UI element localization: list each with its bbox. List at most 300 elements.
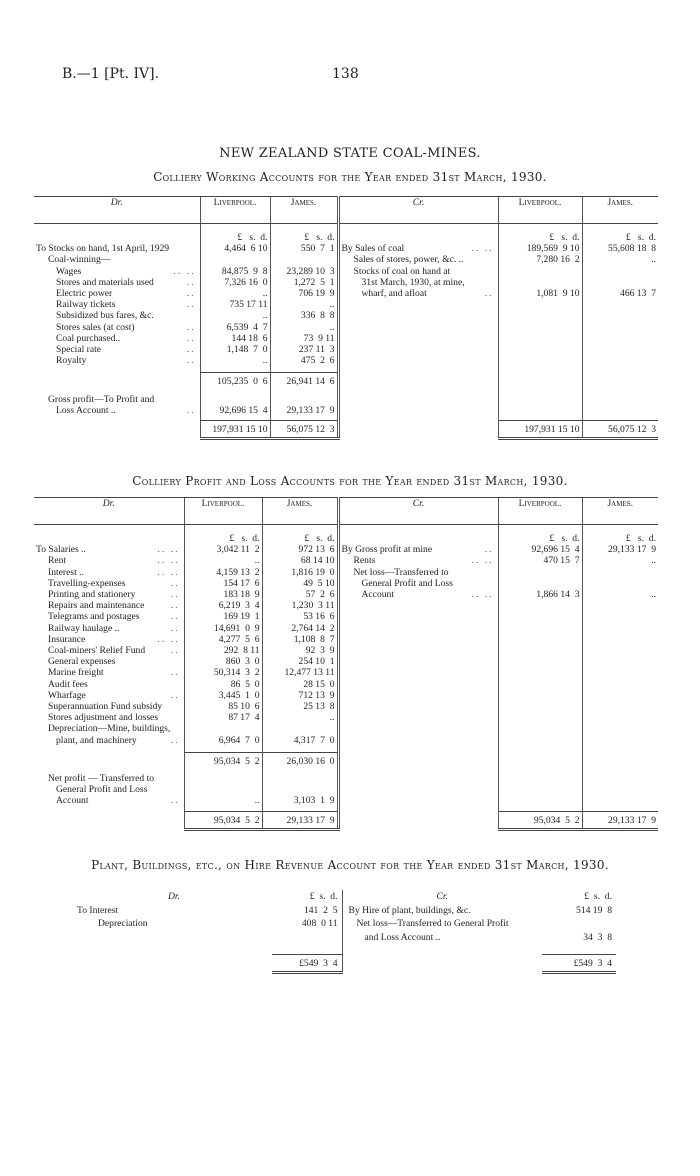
james-value: 706 19 9 <box>270 288 338 299</box>
blank-cell <box>338 784 498 795</box>
james-value: 29,133 17 9 <box>582 544 658 555</box>
james-value: 53 16 6 <box>262 611 338 622</box>
table-row <box>34 634 658 645</box>
cr-description <box>338 578 498 589</box>
dr-description <box>34 299 200 310</box>
profit-description <box>34 784 184 795</box>
james-subtotal: 26,030 16 0 <box>262 752 338 767</box>
description-text: Marine freight <box>48 667 104 679</box>
james-value: 1,108 8 7 <box>262 634 338 645</box>
blank-cell <box>338 795 498 806</box>
table-row <box>34 288 658 299</box>
blank-cell <box>498 701 582 712</box>
james-value: 475 2 6 <box>270 355 338 366</box>
dr-description <box>34 656 184 667</box>
description-text: Coal purchased.. <box>56 332 121 344</box>
liverpool-value: 4,159 13 2 <box>184 567 262 578</box>
description-text: To Stocks on hand, 1st April, 1929 <box>36 243 170 255</box>
cr-description <box>338 243 498 254</box>
blank-cell <box>498 344 582 355</box>
liverpool-value <box>200 254 270 265</box>
james-value: 336 8 8 <box>270 310 338 321</box>
blank-cell <box>582 634 658 645</box>
blank-cell <box>582 795 658 806</box>
dr-description <box>34 679 184 690</box>
table-row <box>34 277 658 288</box>
blank-cell <box>262 773 338 784</box>
james-value: .. <box>582 589 658 600</box>
james-value: .. <box>270 322 338 333</box>
leader-dots: .. <box>186 344 196 356</box>
description-text: Coal-winning— <box>48 254 111 266</box>
liverpool-value: 6,964 7 0 <box>184 735 262 746</box>
amount: 514 19 8 <box>576 904 612 916</box>
table-row <box>76 904 616 918</box>
liverpool-value: 6,219 3 4 <box>184 600 262 611</box>
liverpool-value: 4,277 5 6 <box>184 634 262 645</box>
dr-description <box>34 322 200 333</box>
leader-dots: .. <box>170 611 180 623</box>
description-text: Wages <box>56 265 82 277</box>
blank-cell <box>272 944 342 954</box>
leader-dots: .. <box>186 332 196 344</box>
liverpool-value <box>498 567 582 578</box>
blank-cell <box>338 623 498 634</box>
description-text: Account <box>56 795 89 807</box>
liverpool-value: 84,875 9 8 <box>200 266 270 277</box>
james-value: 550 7 1 <box>270 243 338 254</box>
blank-cell <box>582 405 658 416</box>
blank-cell <box>34 533 184 544</box>
table-row <box>34 735 658 746</box>
leader-dots: .. <box>186 288 196 300</box>
blank-cell <box>582 679 658 690</box>
blank-cell <box>34 232 200 243</box>
description-text: Rents <box>353 555 376 567</box>
currency-heading: £ s. d. <box>270 232 338 243</box>
blank-cell <box>582 394 658 405</box>
dr-description <box>34 723 184 734</box>
liverpool-value: 169 19 1 <box>184 611 262 622</box>
leader-dots: .. <box>186 276 196 288</box>
leader-dots: .. <box>186 299 196 311</box>
cr-description <box>338 254 498 265</box>
description-text: Rent <box>48 555 67 567</box>
blank-cell <box>338 634 498 645</box>
james-value: 466 13 7 <box>582 288 658 299</box>
currency-row <box>34 533 658 544</box>
leader-dots: .. <box>186 404 196 416</box>
blank-cell <box>338 701 498 712</box>
col-liverpool: Liverpool. <box>498 197 582 224</box>
blank-cell <box>582 600 658 611</box>
blank-cell <box>582 667 658 678</box>
leader-dots: .. <box>170 645 180 657</box>
blank-cell <box>338 344 498 355</box>
dr-description <box>34 333 200 344</box>
liverpool-value <box>498 578 582 589</box>
blank-cell <box>184 784 262 795</box>
blank-cell <box>582 690 658 701</box>
dr-description <box>34 623 184 634</box>
description-text: General Profit and Loss <box>56 784 148 796</box>
leader-dots: .. <box>170 689 180 701</box>
james-value: 1,816 19 0 <box>262 567 338 578</box>
blank-cell <box>498 645 582 656</box>
cr-label: Cr. <box>338 197 498 224</box>
james-value: 92 3 9 <box>262 645 338 656</box>
leader-dots: .. <box>484 288 494 300</box>
dr-description <box>34 254 200 265</box>
james-value <box>262 723 338 734</box>
description-text: Railway haulage .. <box>48 622 120 634</box>
blank-cell <box>582 701 658 712</box>
blank-cell <box>338 811 498 829</box>
description-text: Stores and materials used <box>56 276 154 288</box>
liverpool-value: 183 18 9 <box>184 589 262 600</box>
currency-heading: £ s. d. <box>262 533 338 544</box>
blank-cell <box>338 773 498 784</box>
table-row <box>34 567 658 578</box>
table-row <box>34 690 658 701</box>
blank-cell <box>582 784 658 795</box>
table-row <box>34 589 658 600</box>
dr-description <box>34 310 200 321</box>
james-value <box>582 578 658 589</box>
description-text: Printing and stationery <box>48 589 136 601</box>
blank-cell <box>498 690 582 701</box>
table-row <box>34 555 658 566</box>
leader-dots: .. .. <box>157 633 180 645</box>
blank-cell <box>582 712 658 723</box>
description-text: General expenses <box>48 656 116 668</box>
dr-description <box>34 690 184 701</box>
blank-cell <box>338 656 498 667</box>
table-row <box>34 701 658 712</box>
blank-cell <box>498 322 582 333</box>
col-liverpool: Liverpool. <box>498 498 582 525</box>
blank-cell <box>498 333 582 344</box>
blank-cell <box>34 421 200 439</box>
description-text: Coal-miners' Relief Fund <box>48 645 146 657</box>
james-value: .. <box>582 555 658 566</box>
cr-description <box>338 567 498 578</box>
profit-description <box>34 405 200 416</box>
leader-dots: .. .. <box>471 243 494 255</box>
blank-cell <box>272 931 342 945</box>
description-text: Electric power <box>56 288 113 300</box>
liverpool-total: 197,931 15 10 <box>498 421 582 439</box>
description-text: Railway tickets <box>56 299 116 311</box>
blank-cell <box>338 421 498 439</box>
james-value: .. <box>262 712 338 723</box>
page-number: 138 <box>332 66 359 82</box>
hire-account-table <box>76 890 616 974</box>
blank-cell <box>498 373 582 388</box>
table-row <box>34 333 658 344</box>
blank-cell <box>542 944 616 954</box>
liverpool-value: 7,280 16 2 <box>498 254 582 265</box>
leader-dots: .. .. <box>471 555 494 567</box>
liverpool-value: .. <box>200 288 270 299</box>
description-text: By Sales of coal <box>341 243 405 255</box>
table-row <box>34 266 658 277</box>
table-row <box>34 322 658 333</box>
col-james: James. <box>582 197 658 224</box>
working-accounts-table <box>34 196 658 440</box>
description-text: Stocks of coal on hand at <box>353 265 451 277</box>
table-row <box>34 394 658 405</box>
james-total: 56,075 12 3 <box>582 421 658 439</box>
currency-heading: £ s. d. <box>200 232 270 243</box>
table-row <box>34 355 658 366</box>
liverpool-value: 7,326 16 0 <box>200 277 270 288</box>
subtotal-row <box>34 752 658 767</box>
blank-cell <box>582 656 658 667</box>
dr-description <box>34 600 184 611</box>
liverpool-total: 95,034 5 2 <box>184 811 262 829</box>
liverpool-value: 470 15 7 <box>498 555 582 566</box>
amount: 34 3 8 <box>583 931 612 943</box>
james-value: 237 11 3 <box>270 344 338 355</box>
blank-cell <box>498 405 582 416</box>
blank-cell <box>498 773 582 784</box>
amount <box>542 917 616 931</box>
blank-cell <box>338 735 498 746</box>
table-row <box>76 917 616 931</box>
dr-description <box>34 544 184 555</box>
blank-cell <box>338 355 498 366</box>
table-row <box>34 712 658 723</box>
description-text: Stores adjustment and losses <box>48 712 159 724</box>
blank-cell <box>582 299 658 310</box>
blank-cell <box>498 611 582 622</box>
liverpool-value: 189,569 9 10 <box>498 243 582 254</box>
blank-cell <box>582 623 658 634</box>
main-title: NEW ZEALAND STATE COAL-MINES. <box>219 146 481 161</box>
col-liverpool: Liverpool. <box>184 498 262 525</box>
table-row <box>34 723 658 734</box>
blank-cell <box>498 394 582 405</box>
blank-cell <box>582 735 658 746</box>
cr-description: and Loss Account .. <box>342 931 542 945</box>
table-row <box>34 600 658 611</box>
blank-cell <box>582 344 658 355</box>
dr-description <box>34 735 184 746</box>
table-row <box>34 656 658 667</box>
currency-heading: £ s. d. <box>498 533 582 544</box>
blank-cell <box>582 373 658 388</box>
blank-cell <box>498 634 582 645</box>
leader-dots: .. <box>170 734 180 746</box>
blank-cell <box>498 752 582 767</box>
profit-loss-table <box>34 497 658 831</box>
liverpool-value: 14,691 0 9 <box>184 623 262 634</box>
james-value: 55,608 18 8 <box>582 243 658 254</box>
liverpool-value: .. <box>184 795 262 806</box>
table-row <box>34 679 658 690</box>
cr-total: £549 3 4 <box>542 954 616 973</box>
amount: 408 0 11 <box>301 918 338 929</box>
dr-total: £549 3 4 <box>272 954 342 973</box>
blank-cell <box>582 611 658 622</box>
blank-cell <box>270 394 338 405</box>
blank-cell <box>76 944 272 954</box>
leader-dots: .. .. <box>471 589 494 601</box>
dr-description <box>34 344 200 355</box>
table-row <box>34 310 658 321</box>
description-text: General Profit and Loss <box>361 577 453 589</box>
james-value: .. <box>270 299 338 310</box>
table-row <box>34 795 658 806</box>
blank-cell <box>498 679 582 690</box>
blank-cell <box>498 299 582 310</box>
james-value: 254 10 1 <box>262 656 338 667</box>
blank-cell <box>498 623 582 634</box>
col-james: James. <box>270 197 338 224</box>
liverpool-value <box>184 723 262 734</box>
blank-cell <box>498 310 582 321</box>
currency-row <box>34 232 658 243</box>
liverpool-value: 92,696 15 4 <box>498 544 582 555</box>
blank-cell <box>338 533 498 544</box>
amount: 141 2 5 <box>303 904 338 916</box>
blank-cell <box>338 679 498 690</box>
james-value: 712 13 9 <box>262 690 338 701</box>
blank-cell <box>76 954 272 973</box>
working-accounts-title: Colliery Working Accounts for the Year ended 31st March, 1930. <box>153 170 547 184</box>
liverpool-value: .. <box>184 555 262 566</box>
liverpool-value: 1,866 14 3 <box>498 589 582 600</box>
blank-cell <box>338 405 498 416</box>
cr-label: Cr. <box>338 498 498 525</box>
table-row <box>34 773 658 784</box>
hire-account <box>76 890 616 974</box>
blank-cell <box>338 712 498 723</box>
table-row <box>34 243 658 254</box>
table-row <box>34 645 658 656</box>
blank-cell <box>498 784 582 795</box>
blank-cell <box>200 394 270 405</box>
description-text: Superannuation Fund subsidy <box>48 701 163 713</box>
profit-description <box>34 394 200 405</box>
blank-cell <box>498 600 582 611</box>
leader-dots: .. .. <box>157 566 180 578</box>
james-value: .. <box>582 254 658 265</box>
cr-description <box>338 288 498 299</box>
cr-description <box>338 266 498 277</box>
col-liverpool: Liverpool. <box>200 197 270 224</box>
dr-description <box>34 567 184 578</box>
description-text: Audit fees <box>48 678 88 690</box>
liverpool-value: 3,042 11 2 <box>184 544 262 555</box>
james-value: 23,289 10 3 <box>270 266 338 277</box>
blank-cell <box>498 795 582 806</box>
profit-loss-title: Colliery Profit and Loss Accounts for the Year ended 31st March, 1930. <box>132 474 568 488</box>
dr-description: To Interest <box>77 904 119 916</box>
blank-cell <box>338 299 498 310</box>
leader-dots: .. .. <box>173 265 196 277</box>
james-total: 56,075 12 3 <box>270 421 338 439</box>
james-value: 4,317 7 0 <box>262 735 338 746</box>
james-value: 1,272 5 1 <box>270 277 338 288</box>
table-row <box>34 405 658 416</box>
liverpool-total: 95,034 5 2 <box>498 811 582 829</box>
blank-cell <box>582 723 658 734</box>
blank-cell <box>338 232 498 243</box>
leader-dots: .. <box>170 589 180 601</box>
liverpool-value: .. <box>200 310 270 321</box>
james-value: 12,477 13 11 <box>262 667 338 678</box>
dr-description <box>34 277 200 288</box>
blank-cell <box>498 656 582 667</box>
blank-cell <box>582 773 658 784</box>
leader-dots: .. <box>186 321 196 333</box>
currency-heading: £ s. d. <box>309 891 338 902</box>
cr-description: Net loss—Transferred to General Profit <box>342 917 542 931</box>
description-text: plant, and machinery <box>56 734 137 746</box>
blank-cell <box>338 333 498 344</box>
table-header-row <box>34 498 658 525</box>
description-text: Net profit — Transferred to <box>48 773 155 785</box>
blank-cell <box>34 752 184 767</box>
col-james: James. <box>262 498 338 525</box>
james-value <box>582 277 658 288</box>
liverpool-value: 735 17 11 <box>200 299 270 310</box>
james-value: 972 13 6 <box>262 544 338 555</box>
table-row <box>34 299 658 310</box>
currency-heading: £ s. d. <box>582 533 658 544</box>
liverpool-value: .. <box>200 355 270 366</box>
table-row <box>34 784 658 795</box>
liverpool-value: 86 5 0 <box>184 679 262 690</box>
james-value <box>582 567 658 578</box>
liverpool-value: 292 8 11 <box>184 645 262 656</box>
liverpool-value: 144 18 6 <box>200 333 270 344</box>
cr-description <box>338 555 498 566</box>
liverpool-value <box>498 266 582 277</box>
table-header-row <box>34 197 658 224</box>
description-text: Royalty <box>56 355 87 367</box>
dr-description <box>34 611 184 622</box>
james-value: 1,230 3 11 <box>262 600 338 611</box>
james-value: 28 15 0 <box>262 679 338 690</box>
currency-heading: £ s. d. <box>498 232 582 243</box>
leader-dots: .. <box>170 667 180 679</box>
blank-cell <box>76 931 272 945</box>
blank-cell <box>342 954 542 973</box>
liverpool-value: 860 3 0 <box>184 656 262 667</box>
blank-cell <box>262 784 338 795</box>
blank-cell <box>498 667 582 678</box>
leader-dots: .. <box>170 577 180 589</box>
table-row <box>34 254 658 265</box>
blank-cell <box>582 322 658 333</box>
description-text: Travelling-expenses <box>48 577 126 589</box>
table-row <box>34 623 658 634</box>
description-text: Telegrams and postages <box>48 611 140 623</box>
liverpool-subtotal: 95,034 5 2 <box>184 752 262 767</box>
description-text: Gross profit—To Profit and <box>48 393 155 405</box>
grand-total-row <box>34 811 658 829</box>
description-text: Sales of stores, power, &c. .. <box>353 254 464 266</box>
leader-dots: .. .. <box>157 555 180 567</box>
dr-description <box>34 589 184 600</box>
description-text: Special rate <box>56 344 102 356</box>
dr-description <box>34 243 200 254</box>
dr-description <box>34 634 184 645</box>
blank-cell <box>582 645 658 656</box>
